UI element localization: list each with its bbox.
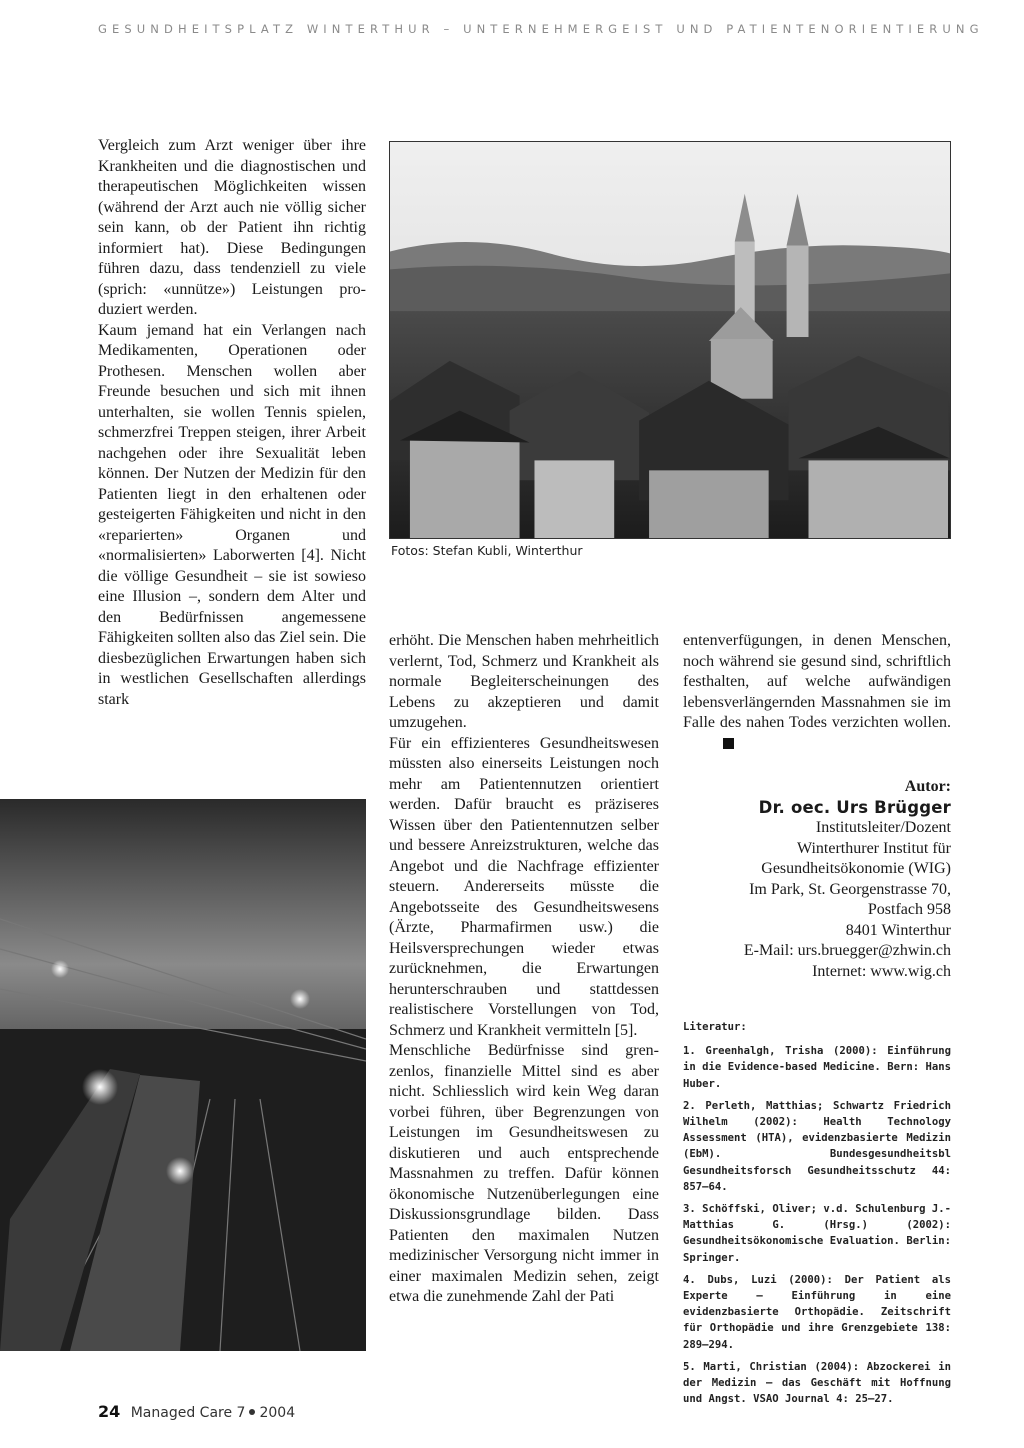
literature-item: 4. Dubs, Luzi (2000): Der Patient als Experte – Einführung in eine evidenzbasierte Orthopädie. Zeitschrift für Orthopädie und ihre Grenzgebiete 138: 289–294. [683, 1273, 951, 1351]
running-header: GESUNDHEITSPLATZ WINTERTHUR – UNTERNEHMERGEIST UND PATIENTENORIENTIERUNG [98, 22, 984, 36]
author-line: Im Park, St. Georgenstrasse 70, [749, 880, 951, 898]
author-name: Dr. oec. Urs Brügger [758, 797, 951, 817]
author-line: Institutsleiter/Dozent [815, 819, 951, 836]
winterthur-townscape-photo [389, 141, 951, 539]
literature-list [683, 1019, 951, 1413]
author-website[interactable]: Internet: www.wig.ch [812, 962, 951, 980]
author-email[interactable]: E-Mail: urs.bruegger@zhwin.ch [743, 942, 951, 959]
paragraph: Vergleich zum Arzt weniger über ihre Krankheiten und die diagnostischen und therapeutischen Möglichkeiten wissen (während der Arzt auch nie völlig sicher sein kann, ob der Patient ihn richtig informiert hat). Diese Bedingungen führen dazu, dass tendenziell zu viele (sprich: «unnütze») Leistungen produziert werden. [98, 137, 366, 318]
paragraph [683, 631, 951, 754]
page-footer [98, 1402, 295, 1421]
author-label: Autor: [904, 778, 951, 795]
paragraph: Kaum jemand hat ein Verlangen nach Medikamenten, Operationen oder Prothesen. Menschen wollen aber Freunde besuchen und sich mit ihnen unterhalten, sie wollen Tennis spielen, schmerzfrei Treppen steigen, ihrer Arbeit nachgehen oder ihre Sexualität leben können. Der Nutzen der Medizin für den Patienten liegt in den erhaltenen oder gesteigerten Fähigkeiten und nicht in den «reparierten» Organen und «normalisierten» Laborwerten [4]. Nicht die völlige Gesundheit – sie ist sowieso eine Illusion –, sondern dem Alter und den Bedürfnissen angemessene Fähigkeiten sollten also das Ziel sein. Die diesbezüglichen Erwartungen haben sich in westlichen Gesellschaften allerdings stark [98, 321, 366, 708]
paragraph: Menschliche Bedürfnisse sind grenzenlos, finanzielle Mittel sind es aber nicht. Schliesslich wird kein Weg daran vorbei führen, über Begrenzungen von Leistungen im Gesundheitswesen zu diskutieren und auch entsprechende Massnahmen zu treffen. Dafür können ökonomische Nutzenüberlegungen eine Diskussionsgrundlage bilden. Dass Patienten den maximalen Nutzen medizinischer Versorgung nicht immer in einer maximalen Medizin sehen, zeigt etwa die zunehmende Zahl der Pati [389, 1042, 659, 1305]
literature-item: 5. Marti, Christian (2004): Abzockerei in der Medizin – das Geschäft mit Hoffnung und Angst. VSAO Journal 4: 25–27. [683, 1360, 951, 1406]
page-number: 24 [98, 1402, 121, 1421]
article-column-1 [98, 136, 366, 710]
journal-name: Managed Care [130, 1405, 233, 1421]
author-line: Winterthurer Institut für [797, 839, 951, 857]
issue-year: 2004 [259, 1405, 296, 1421]
photo-caption: Fotos: Stefan Kubli, Winterthur [391, 543, 583, 558]
article-column-3 [683, 631, 951, 754]
paragraph: erhöht. Die Menschen haben mehrheitlich verlernt, Tod, Schmerz und Krankheit als normale Begleiterscheinungen des Lebens zu akzeptieren und damit umzugehen. [389, 632, 659, 731]
literature-item: 3. Schöffski, Oliver; v.d. Schulenburg J.-Matthias G. (Hrsg.) (2002): Gesundheitsökonomische Evaluation. Berlin: Springer. [683, 1203, 951, 1264]
railway-station-photo [0, 799, 366, 1351]
author-line: Gesundheitsökonomie (WIG) [761, 860, 951, 877]
author-line: 8401 Winterthur [845, 921, 951, 939]
literature-item: 1. Greenhalgh, Trisha (2000): Einführung in die Evidence-based Medicine. Bern: Hans Huber. [683, 1045, 951, 1090]
paragraph-text: entenverfügungen, in denen Menschen, noch während sie gesund sind, schriftlich festhalten, auf welche aufwändigen lebensverlängernden Massnahmen sie im Falle des nahen Todes verzichten wollen. [683, 632, 951, 731]
paragraph: Für ein effizienteres Gesundheitswesen müssten also einerseits Leistungen noch mehr am Patientennutzen orientiert werden. Dafür braucht es präziseres Wissen über den Patientennutzen selber und bessere Anreizstrukturen, welche das Angebot und die Nachfrage effizienter steuern. Andererseits müsste die Angebotsseite des Gesundheitswesens (Ärzte, Pharmafirmen usw.) die Heilsversprechungen wieder etwas zurücknehmen, die Erwartungen herunterschrauben und stattdessen realistischere Vorstellungen von Tod, Schmerz und Krankheit vermitteln [5]. [389, 734, 659, 1039]
article-column-2 [389, 631, 659, 1308]
bullet-icon [249, 1409, 255, 1415]
literature-title: Literatur: [683, 1021, 747, 1033]
end-of-article-square-icon [723, 738, 734, 749]
issue-number: 7 [236, 1405, 246, 1421]
literature-item: 2. Perleth, Matthias; Schwartz Friedrich Wilhelm (2002): Health Technology Assessment (HTA), evidenzbasierte Medizin (EbM). Bundesgesundheitsbl Gesundheitsforsch Gesundheitsschutz 44: 857–64. [683, 1099, 951, 1193]
author-block [683, 777, 951, 982]
author-line: Postfach 958 [867, 901, 951, 918]
